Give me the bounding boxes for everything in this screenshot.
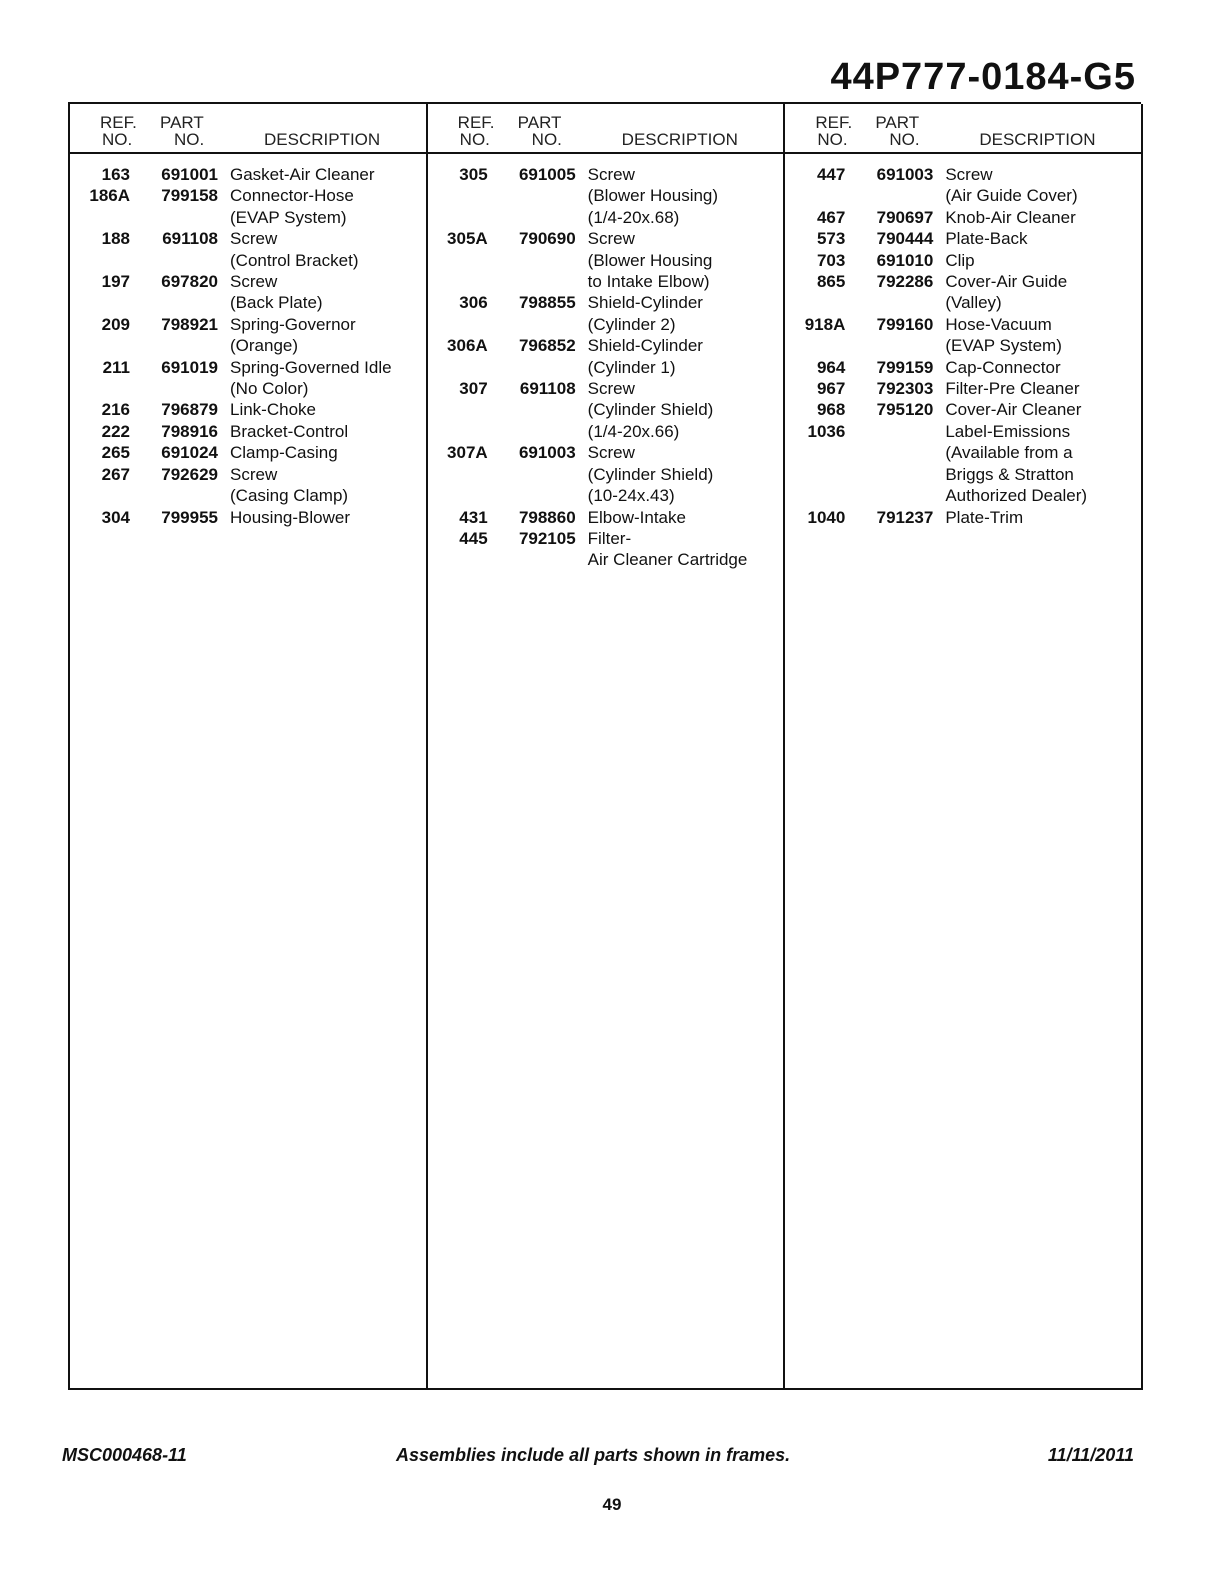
ref-header-line2: NO. xyxy=(459,130,490,149)
part-number xyxy=(488,549,576,570)
part-description: Gasket-Air Cleaner xyxy=(230,165,375,184)
ref-number xyxy=(785,185,845,206)
ref-number xyxy=(785,464,845,485)
part-number: 798916 xyxy=(161,421,218,441)
parts-row xyxy=(428,528,784,549)
part-number xyxy=(488,485,576,506)
part-number: 796879 xyxy=(161,400,218,420)
parts-row xyxy=(70,207,426,228)
parts-row xyxy=(785,399,1141,420)
parts-row xyxy=(428,399,784,420)
part-description: Elbow-Intake xyxy=(587,507,686,527)
parts-row xyxy=(428,378,784,399)
ref-number xyxy=(70,292,130,313)
part-description: (Cylinder 2) xyxy=(587,314,676,334)
parts-row xyxy=(785,335,1141,356)
ref-number xyxy=(428,421,488,442)
part-description: (1/4-20x.66) xyxy=(587,421,680,441)
part-description: (EVAP System) xyxy=(230,207,347,227)
part-number: 799159 xyxy=(876,357,934,377)
parts-column-2 xyxy=(426,104,784,1388)
part-number xyxy=(130,207,218,228)
part-description: (EVAP System) xyxy=(945,336,1062,356)
part-description: to Intake Elbow) xyxy=(587,272,710,292)
part-number: 691005 xyxy=(518,165,576,184)
part-description: (Casing Clamp) xyxy=(230,486,349,506)
part-number: 697820 xyxy=(161,272,218,292)
part-description: Filter- xyxy=(587,528,632,548)
part-description: Housing-Blower xyxy=(230,507,350,527)
part-description: Briggs & Stratton xyxy=(945,464,1074,484)
parts-row xyxy=(785,421,1141,442)
parts-row xyxy=(70,228,426,249)
part-description: (No Color) xyxy=(230,379,309,399)
parts-row xyxy=(70,271,426,292)
part-number xyxy=(130,292,218,313)
part-number xyxy=(845,485,933,506)
part-description: Spring-Governor xyxy=(230,314,356,334)
part-description: Screw xyxy=(230,229,278,249)
part-description: Screw xyxy=(587,379,635,399)
ref-number: 306A xyxy=(447,336,488,356)
parts-row xyxy=(428,421,784,442)
parts-row xyxy=(428,292,784,313)
parts-row xyxy=(70,421,426,442)
parts-row xyxy=(428,207,784,228)
parts-row xyxy=(428,442,784,463)
part-description: Cover-Air Guide xyxy=(945,272,1068,292)
parts-row xyxy=(428,485,784,506)
part-number: 691108 xyxy=(519,379,576,399)
parts-row xyxy=(428,549,784,570)
parts-row xyxy=(785,250,1141,271)
part-header-line1: PART xyxy=(160,113,204,132)
column-header xyxy=(785,104,1141,154)
part-description: (Control Bracket) xyxy=(230,250,359,270)
part-number xyxy=(845,292,933,313)
ref-number: 431 xyxy=(459,507,488,527)
part-number xyxy=(845,335,933,356)
part-header-line2: NO. xyxy=(531,130,562,149)
ref-number: 964 xyxy=(816,357,846,377)
ref-number: 267 xyxy=(101,464,130,484)
parts-row xyxy=(785,292,1141,313)
ref-number: 304 xyxy=(101,507,130,527)
part-description: (Valley) xyxy=(945,293,1002,313)
parts-row xyxy=(428,464,784,485)
ref-number: 573 xyxy=(816,229,846,249)
part-number: 790444 xyxy=(876,229,934,249)
ref-number xyxy=(70,207,130,228)
part-number: 790697 xyxy=(876,207,934,227)
parts-row xyxy=(428,164,784,185)
part-number: 792303 xyxy=(876,379,934,399)
ref-number xyxy=(428,314,488,335)
part-number: 792105 xyxy=(518,528,576,548)
part-number xyxy=(488,464,576,485)
part-description: (Blower Housing xyxy=(587,250,713,270)
ref-number xyxy=(785,442,845,463)
part-description: (Blower Housing) xyxy=(587,186,719,206)
parts-row xyxy=(785,185,1141,206)
ref-header-line1: REF. xyxy=(457,113,495,132)
part-number xyxy=(845,185,933,206)
part-description: Shield-Cylinder xyxy=(587,336,703,356)
part-description: Knob-Air Cleaner xyxy=(945,207,1076,227)
part-number: 796852 xyxy=(518,336,576,356)
ref-number xyxy=(785,335,845,356)
part-number: 791237 xyxy=(876,507,934,527)
column-header xyxy=(70,104,426,154)
part-description: (Air Guide Cover) xyxy=(945,186,1078,206)
part-number: 798921 xyxy=(161,314,218,334)
part-number: 799158 xyxy=(161,186,218,206)
part-number: 691003 xyxy=(876,165,934,184)
ref-number xyxy=(428,250,488,271)
ref-number: 467 xyxy=(816,207,846,227)
part-description: Plate-Trim xyxy=(945,507,1024,527)
part-header-line2: NO. xyxy=(174,130,205,149)
part-number: 691019 xyxy=(161,357,218,377)
part-number: 691001 xyxy=(161,165,218,184)
part-number xyxy=(488,399,576,420)
part-number xyxy=(130,335,218,356)
parts-row xyxy=(428,335,784,356)
parts-row xyxy=(70,507,426,528)
ref-number xyxy=(785,485,845,506)
part-description: Bracket-Control xyxy=(230,421,349,441)
parts-row xyxy=(785,164,1141,185)
ref-number xyxy=(428,464,488,485)
ref-number: 967 xyxy=(816,379,846,399)
ref-number xyxy=(70,485,130,506)
ref-number: 163 xyxy=(101,165,130,184)
ref-number: 865 xyxy=(816,272,846,292)
description-header: DESCRIPTION xyxy=(979,130,1096,149)
parts-rows xyxy=(785,154,1141,528)
part-description: (Orange) xyxy=(230,336,299,356)
ref-number xyxy=(428,271,488,292)
ref-number xyxy=(428,357,488,378)
ref-number: 305 xyxy=(459,165,488,184)
part-description: Plate-Back xyxy=(945,229,1028,249)
part-description: Screw xyxy=(587,165,635,184)
parts-column-3 xyxy=(783,104,1141,1388)
description-header: DESCRIPTION xyxy=(264,130,381,149)
part-description: Hose-Vacuum xyxy=(945,314,1052,334)
part-header-line1: PART xyxy=(517,113,562,132)
ref-number: 216 xyxy=(101,400,130,420)
parts-row xyxy=(70,250,426,271)
ref-number xyxy=(70,335,130,356)
parts-row xyxy=(785,485,1141,506)
ref-number: 445 xyxy=(459,528,488,548)
parts-row xyxy=(70,485,426,506)
ref-number xyxy=(70,250,130,271)
parts-row xyxy=(70,314,426,335)
part-description: Link-Choke xyxy=(230,400,316,420)
part-number xyxy=(130,378,218,399)
parts-row xyxy=(428,271,784,292)
parts-row xyxy=(70,357,426,378)
part-description: Clamp-Casing xyxy=(230,443,338,463)
part-number: 792629 xyxy=(161,464,218,484)
parts-table xyxy=(68,104,1143,1390)
parts-row xyxy=(428,314,784,335)
parts-row xyxy=(70,442,426,463)
ref-number: 265 xyxy=(101,443,130,463)
part-description: (Cylinder Shield) xyxy=(587,400,714,420)
parts-row xyxy=(428,185,784,206)
part-description: Cap-Connector xyxy=(945,357,1061,377)
part-description: Clip xyxy=(945,250,975,270)
parts-column-1 xyxy=(70,104,426,1388)
part-description: Screw xyxy=(230,464,278,484)
part-description: (Cylinder Shield) xyxy=(587,464,714,484)
parts-row xyxy=(785,271,1141,292)
part-description: Screw xyxy=(587,229,635,249)
part-description: Filter-Pre Cleaner xyxy=(945,379,1080,399)
ref-header-line1: REF. xyxy=(100,113,137,132)
parts-row xyxy=(785,442,1141,463)
parts-row xyxy=(70,378,426,399)
parts-rows xyxy=(70,154,426,528)
ref-number: 222 xyxy=(101,421,130,441)
parts-rows xyxy=(428,154,784,571)
part-description: Authorized Dealer) xyxy=(945,486,1088,506)
part-number xyxy=(845,464,933,485)
part-number xyxy=(488,207,576,228)
ref-number xyxy=(428,399,488,420)
page-number: 49 xyxy=(602,1495,622,1514)
part-description: Connector-Hose xyxy=(230,186,354,206)
part-number: 691010 xyxy=(876,250,934,270)
part-header-line2: NO. xyxy=(889,130,920,149)
parts-row xyxy=(428,228,784,249)
ref-number: 209 xyxy=(101,314,130,334)
ref-number: 186A xyxy=(89,186,130,206)
ref-number: 918A xyxy=(804,314,846,334)
ref-number: 307A xyxy=(447,443,488,463)
part-number: 798860 xyxy=(518,507,576,527)
parts-row xyxy=(785,464,1141,485)
part-number: 691024 xyxy=(161,443,218,463)
part-description: Screw xyxy=(945,165,993,184)
parts-row xyxy=(70,464,426,485)
part-number: 795120 xyxy=(876,400,934,420)
ref-number xyxy=(70,378,130,399)
parts-row xyxy=(70,185,426,206)
part-description: (Back Plate) xyxy=(230,293,323,313)
part-description: (Available from a xyxy=(945,443,1073,463)
ref-number: 307 xyxy=(459,379,488,399)
part-description: Screw xyxy=(230,272,278,292)
part-number xyxy=(488,271,576,292)
ref-number xyxy=(428,207,488,228)
parts-row xyxy=(70,164,426,185)
ref-number xyxy=(785,292,845,313)
ref-number: 447 xyxy=(816,165,846,184)
part-description: Air Cleaner Cartridge xyxy=(587,550,748,570)
ref-number xyxy=(428,185,488,206)
parts-row xyxy=(70,399,426,420)
model-number: 44P777-0184-G5 xyxy=(830,56,1136,98)
parts-row xyxy=(428,250,784,271)
parts-row xyxy=(785,357,1141,378)
part-description: (Cylinder 1) xyxy=(587,357,676,377)
description-header: DESCRIPTION xyxy=(621,130,738,149)
ref-number: 1040 xyxy=(807,507,846,527)
part-description: Shield-Cylinder xyxy=(587,293,703,313)
part-description: Cover-Air Cleaner xyxy=(945,400,1082,420)
part-number: 691003 xyxy=(518,443,576,463)
part-number xyxy=(845,442,933,463)
ref-header-line2: NO. xyxy=(102,130,133,149)
part-number: 799955 xyxy=(161,507,218,527)
parts-row xyxy=(428,507,784,528)
ref-number: 305A xyxy=(447,229,488,249)
part-number: 792286 xyxy=(876,272,934,292)
part-description: Label-Emissions xyxy=(945,421,1071,441)
part-description: (1/4-20x.68) xyxy=(587,207,680,227)
part-number xyxy=(488,421,576,442)
ref-number: 188 xyxy=(101,229,130,249)
ref-number: 968 xyxy=(816,400,846,420)
parts-row xyxy=(785,207,1141,228)
ref-number: 197 xyxy=(101,272,130,292)
ref-header-line2: NO. xyxy=(817,130,848,149)
parts-row xyxy=(70,335,426,356)
part-number: 798855 xyxy=(518,293,576,313)
part-description: (10-24x.43) xyxy=(587,486,675,506)
part-description: Spring-Governed Idle xyxy=(230,357,392,377)
part-number xyxy=(845,421,933,442)
parts-row xyxy=(70,292,426,313)
part-number xyxy=(488,185,576,206)
document-date: 11/11/2011 xyxy=(1047,1445,1134,1465)
parts-row xyxy=(785,507,1141,528)
ref-number: 211 xyxy=(102,357,130,377)
parts-row xyxy=(428,357,784,378)
ref-number: 306 xyxy=(459,293,488,313)
parts-row xyxy=(785,228,1141,249)
part-number xyxy=(488,314,576,335)
column-header xyxy=(428,104,784,154)
part-number: 790690 xyxy=(518,229,576,249)
ref-number xyxy=(428,485,488,506)
ref-header-line1: REF. xyxy=(815,113,853,132)
part-number: 691108 xyxy=(162,229,218,249)
part-number: 799160 xyxy=(876,314,934,334)
part-description: Screw xyxy=(587,443,635,463)
assemblies-note: Assemblies include all parts shown in frames. xyxy=(396,1445,791,1465)
part-number xyxy=(130,485,218,506)
part-number xyxy=(488,250,576,271)
part-number xyxy=(130,250,218,271)
ref-number xyxy=(428,549,488,570)
part-header-line1: PART xyxy=(875,113,920,132)
part-number xyxy=(488,357,576,378)
document-code: MSC000468-11 xyxy=(62,1445,187,1465)
ref-number: 703 xyxy=(816,250,846,270)
parts-row xyxy=(785,378,1141,399)
ref-number: 1036 xyxy=(807,421,846,441)
parts-row xyxy=(785,314,1141,335)
